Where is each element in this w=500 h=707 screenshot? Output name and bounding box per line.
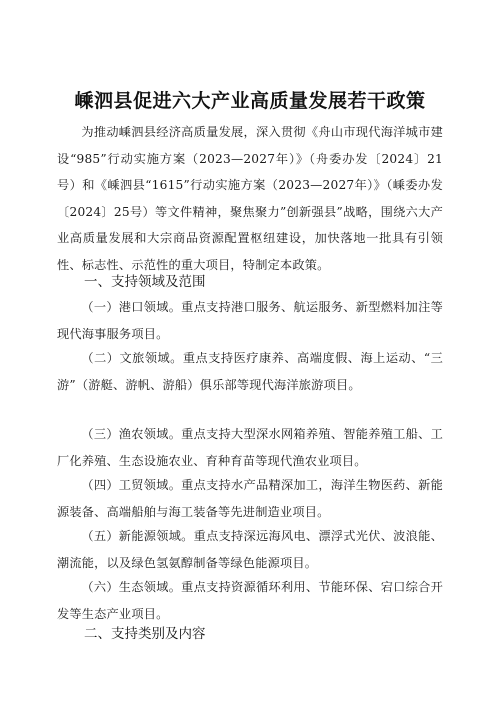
section-heading-support-categories: 二、支持类别及内容 [84, 626, 206, 642]
policy-item-industry-trade: （四）工贸领域。重点支持水产品精深加工，海洋生物医药、新能源装备、高端船舶与海工装备等先进制造业项目。 [57, 478, 443, 519]
policy-item-port: （一）港口领域。重点支持港口服务、航运服务、新型燃料加注等现代海事服务项目。 [57, 300, 443, 341]
policy-item-ecology: （六）生态领域。重点支持资源循环利用、节能环保、宕口综合开发等生态产业项目。 [57, 580, 443, 621]
document-title: 嵊泗县促进六大产业高质量发展若干政策 [74, 90, 426, 112]
policy-item-new-energy: （五）新能源领域。重点支持深远海风电、漂浮式光伏、波浪能、潮流能，以及绿色氢氨醇制备等绿色能源项目。 [57, 529, 443, 570]
section-heading-scope: 一、支持领域及范围 [84, 274, 206, 290]
policy-item-fishery-agriculture: （三）渔农领域。重点支持大型深水网箱养殖、智能养殖工船、工厂化养殖、生态设施农业、育种育苗等现代渔农业项目。 [57, 427, 443, 468]
intro-paragraph: 为推动嵊泗县经济高质量发展，深入贯彻《舟山市现代海洋城市建设“985”行动实施方案（2023—2027年）》（舟委办发〔2024〕21号）和《嵊泗县“1615”行动实施方案（2023—2027年）》（嵊委办发〔2024〕25号）等文件精神，聚焦聚力”创新强县”战略，围绕六大产业高质量发展和大宗商品资源配置枢纽建设，加快落地一批具有引领性、标志性、示范性的重大项目，特制定本政策。 [57, 125, 443, 272]
policy-item-tourism: （二）文旅领域。重点支持医疗康养、高端度假、海上运动、“三游”（游艇、游帆、游船）俱乐部等现代海洋旅游项目。 [57, 351, 443, 392]
